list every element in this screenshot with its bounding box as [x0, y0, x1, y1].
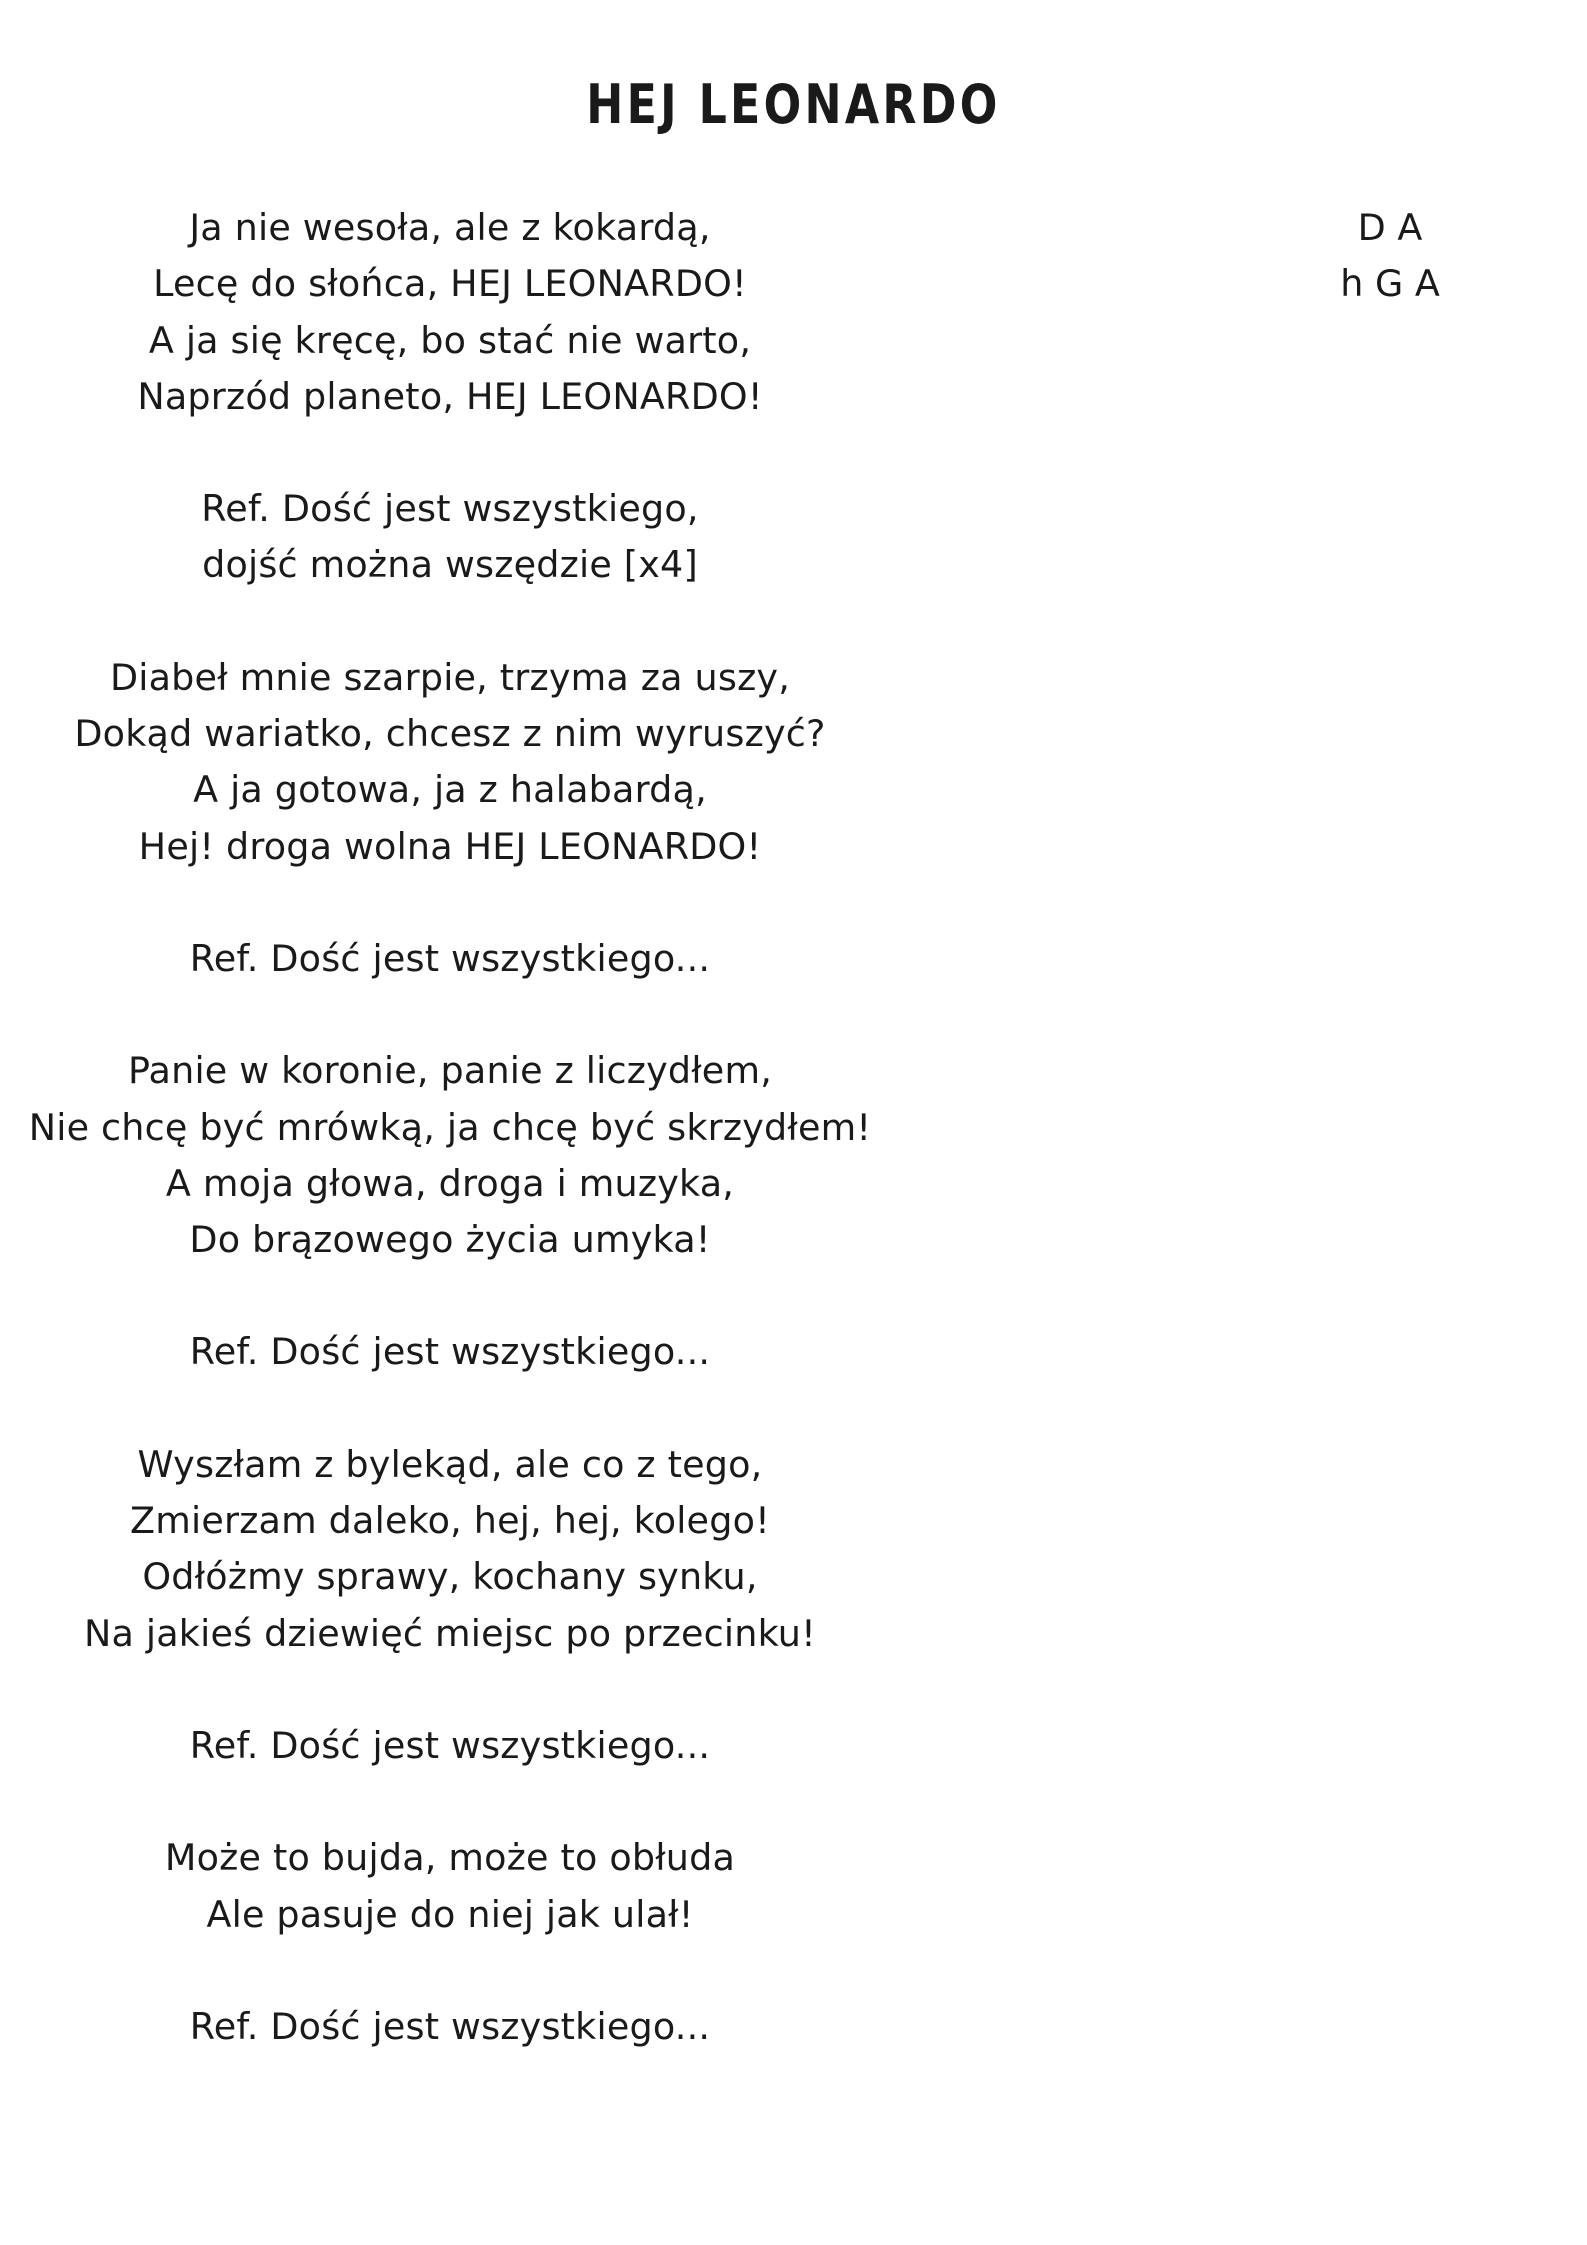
verse-4: [0, 1437, 900, 1662]
verse-5: [0, 1830, 900, 1943]
refrain-5: [0, 1999, 900, 2055]
refrain-1: [0, 481, 900, 594]
lyric-line: Odłóżmy sprawy, kochany synku,: [142, 1555, 758, 1599]
lyric-line: A ja gotowa, ja z halabardą,: [193, 768, 707, 812]
lyric-line: Ref. Dość jest wszystkiego,: [201, 487, 699, 531]
lyric-line: Hej! droga wolna HEJ LEONARDO!: [138, 824, 762, 868]
refrain-2: [0, 931, 900, 987]
lyric-line: Może to bujda, może to obłuda: [164, 1836, 736, 1880]
verse-3: [0, 1043, 900, 1268]
lyric-line: Na jakieś dziewięć miejsc po przecinku!: [84, 1611, 816, 1655]
lyric-line: dojść można wszędzie [x4]: [202, 543, 698, 587]
lyric-line: Ale pasuje do niej jak ulał!: [206, 1892, 694, 1936]
verse-2: [0, 650, 900, 875]
song-title: HEJ LEONARDO: [586, 73, 1001, 136]
lyrics-body: [0, 200, 900, 2111]
lyric-line: Panie w koronie, panie z liczydłem,: [127, 1049, 773, 1093]
lyric-line: Nie chcę być mrówką, ja chcę być skrzydłem!: [28, 1105, 872, 1149]
lyric-line: Dokąd wariatko, chcesz z nim wyruszyć?: [74, 712, 826, 756]
lyric-line: Lecę do słońca, HEJ LEONARDO!: [153, 262, 747, 306]
lyric-line: A moja głowa, droga i muzyka,: [165, 1161, 735, 1205]
lyric-line: Ref. Dość jest wszystkiego...: [189, 2004, 711, 2048]
lyric-line: Ref. Dość jest wszystkiego...: [189, 936, 711, 980]
lyric-line: A ja się kręcę, bo stać nie warto,: [148, 318, 752, 362]
chord-line: h G A: [1340, 262, 1440, 306]
refrain-3: [0, 1324, 900, 1380]
lyric-line: Wyszłam z bylekąd, ale co z tego,: [137, 1442, 763, 1486]
chord-line: D A: [1357, 206, 1423, 249]
verse-1: [0, 200, 900, 425]
lyric-line: Ref. Dość jest wszystkiego...: [189, 1723, 711, 1767]
lyric-line: Naprzód planeto, HEJ LEONARDO!: [137, 374, 763, 418]
lyric-line: Ref. Dość jest wszystkiego...: [189, 1330, 711, 1374]
chord-column: [1300, 200, 1480, 313]
lyric-line: Ja nie wesoła, ale z kokardą,: [189, 206, 711, 249]
lyric-line: Zmierzam daleko, hej, hej, kolego!: [130, 1499, 770, 1543]
refrain-4: [0, 1718, 900, 1774]
lyric-line: Diabeł mnie szarpie, trzyma za uszy,: [109, 655, 791, 699]
lyric-line: Do brązowego życia umyka!: [189, 1218, 711, 1262]
